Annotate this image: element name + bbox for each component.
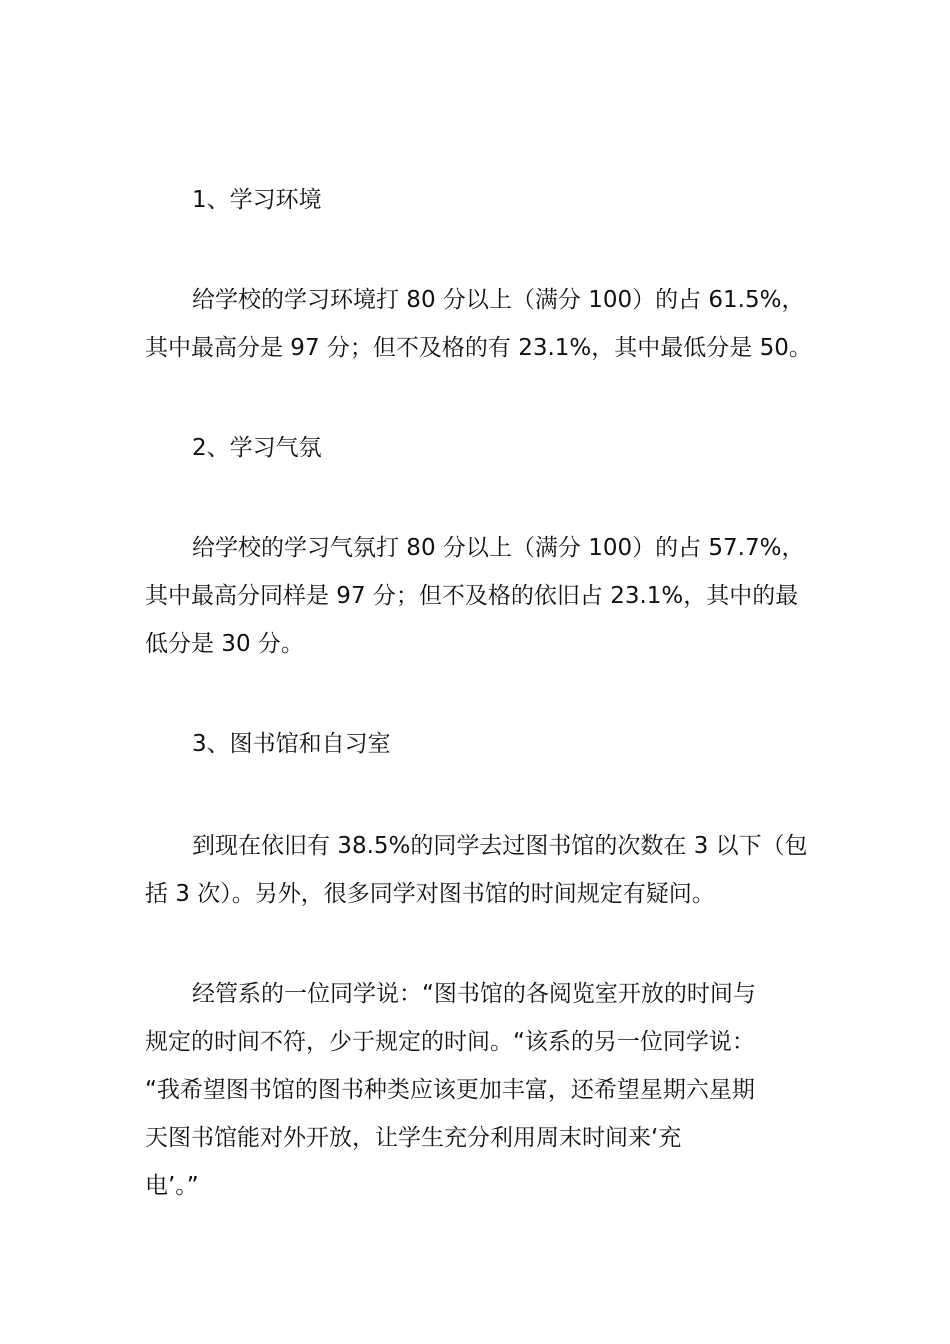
section-3-paragraph-2 [145, 970, 807, 1210]
paragraph-line: 天图书馆能对外开放，让学生充分利用周末时间来‘充 [145, 1125, 682, 1151]
paragraph-line: 其中最高分是 97 分；但不及格的有 23.1%，其中最低分是 50。 [145, 335, 812, 361]
paragraph-line: 其中最高分同样是 97 分；但不及格的依旧占 23.1%，其中的最 [145, 583, 799, 609]
section-2-paragraph-1 [145, 524, 807, 668]
paragraph-line: 给学校的学习气氛打 80 分以上（满分 100）的占 57.7%， [192, 535, 805, 561]
paragraph-line: 电’。” [145, 1173, 199, 1199]
paragraph-line: “我希望图书馆的图书种类应该更加丰富，还希望星期六星期 [145, 1077, 755, 1103]
section-3-paragraph-1 [145, 822, 807, 918]
section-heading-1 [145, 176, 807, 224]
heading-text: 2、学习气氛 [192, 435, 322, 461]
section-1-paragraph-1 [145, 276, 812, 372]
paragraph-line: 到现在依旧有 38.5%的同学去过图书馆的次数在 3 以下（包 [192, 833, 808, 859]
paragraph-line: 低分是 30 分。 [145, 631, 304, 657]
paragraph-line: 括 3 次）。另外，很多同学对图书馆的时间规定有疑问。 [145, 881, 715, 907]
heading-text: 1、学习环境 [192, 187, 322, 213]
paragraph-line: 给学校的学习环境打 80 分以上（满分 100）的占 61.5%， [192, 287, 805, 313]
section-heading-3 [145, 720, 807, 768]
paragraph-line: 规定的时间不符，少于规定的时间。“该系的另一位同学说： [145, 1029, 755, 1055]
heading-text: 3、图书馆和自习室 [192, 731, 391, 757]
paragraph-line: 经管系的一位同学说：“图书馆的各阅览室开放的时间与 [192, 981, 756, 1007]
section-heading-2 [145, 424, 807, 472]
document-page [145, 0, 812, 1344]
